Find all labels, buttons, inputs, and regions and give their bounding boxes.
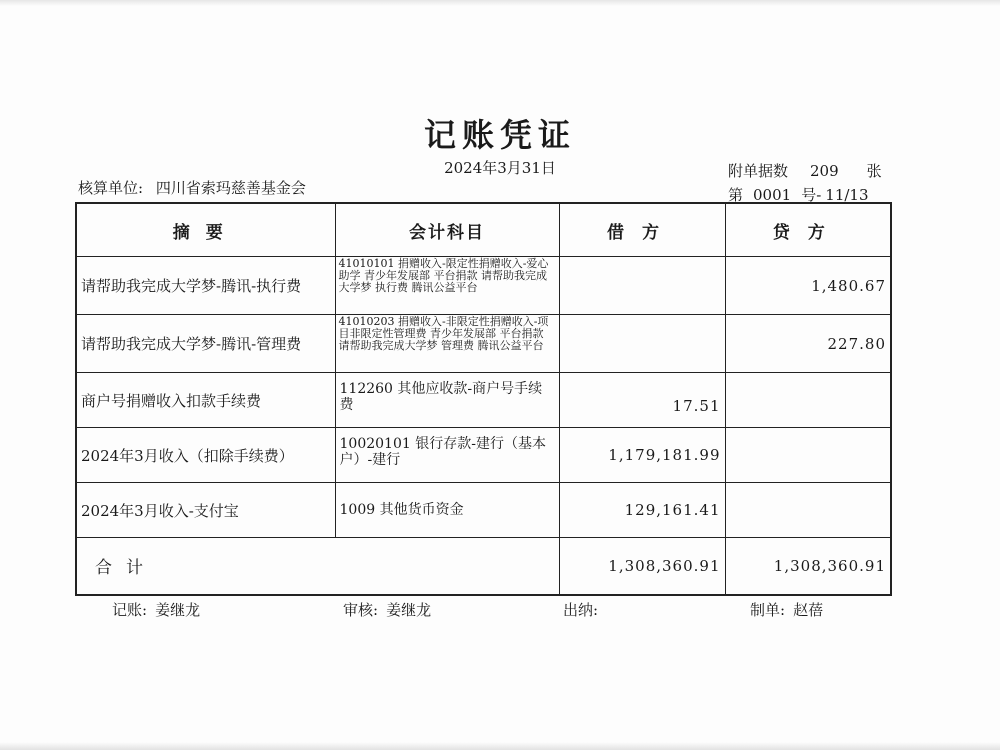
row-credit bbox=[725, 428, 891, 483]
header-summary: 摘要 bbox=[76, 203, 335, 257]
row-debit bbox=[559, 257, 725, 315]
table-row bbox=[76, 428, 891, 483]
table-header-row bbox=[76, 203, 891, 257]
total-debit: 1,308,360.91 bbox=[559, 538, 725, 595]
row-credit: 1,480.67 bbox=[725, 257, 891, 315]
table-row bbox=[76, 373, 891, 428]
document-title: 记账凭证 bbox=[423, 116, 576, 154]
header-account: 会计科目 bbox=[335, 203, 559, 257]
signature-bookkeeper bbox=[112, 599, 200, 620]
scan-edge-top bbox=[0, 0, 1000, 6]
header-credit: 贷方 bbox=[725, 203, 891, 257]
table-row bbox=[76, 257, 891, 315]
row-summary: 请帮助我完成大学梦-腾讯-管理费 bbox=[76, 315, 335, 373]
total-credit: 1,308,360.91 bbox=[725, 538, 891, 595]
row-credit bbox=[725, 373, 891, 428]
row-account: 112260 其他应收款-商户号手续费 bbox=[335, 373, 559, 428]
reviewer-name: 姜继龙 bbox=[386, 601, 432, 619]
voucher-table bbox=[75, 202, 892, 596]
voucher-prefix: 第 bbox=[728, 186, 744, 204]
row-account: 1009 其他货币资金 bbox=[335, 483, 559, 538]
voucher-no: 0001 bbox=[753, 186, 792, 204]
row-debit: 1,179,181.99 bbox=[559, 428, 725, 483]
attachments-count: 209 bbox=[810, 162, 839, 180]
table-row bbox=[76, 315, 891, 373]
total-row bbox=[76, 538, 891, 595]
preparer-name: 赵蓓 bbox=[793, 601, 824, 619]
scan-edge-bottom bbox=[0, 742, 1000, 750]
row-summary: 商户号捐赠收入扣款手续费 bbox=[76, 373, 335, 428]
voucher-date: 2024年3月31日 bbox=[444, 159, 556, 177]
voucher-mid: 号- bbox=[801, 186, 822, 204]
signature-preparer bbox=[750, 599, 823, 620]
attachments-unit: 张 bbox=[866, 162, 882, 180]
bookkeeper-name: 姜继龙 bbox=[155, 601, 201, 619]
accounting-unit bbox=[78, 177, 306, 198]
signature-reviewer bbox=[343, 599, 431, 620]
attachments-info bbox=[728, 160, 882, 181]
row-account: 10020101 银行存款-建行（基本户）-建行 bbox=[335, 428, 559, 483]
reviewer-label: 审核: bbox=[343, 601, 379, 619]
row-debit bbox=[559, 315, 725, 373]
table-row bbox=[76, 483, 891, 538]
row-debit: 129,161.41 bbox=[559, 483, 725, 538]
row-summary: 请帮助我完成大学梦-腾讯-执行费 bbox=[76, 257, 335, 315]
preparer-label: 制单: bbox=[750, 601, 786, 619]
attachments-label: 附单据数 bbox=[728, 162, 789, 180]
header-debit: 借方 bbox=[559, 203, 725, 257]
row-account: 41010203 捐赠收入-非限定性捐赠收入-项目非限定性管理费 青少年发展部 平台捐款 请帮助我完成大学梦 管理费 腾讯公益平台 bbox=[335, 315, 559, 373]
signature-cashier bbox=[563, 599, 606, 620]
row-account: 41010101 捐赠收入-限定性捐赠收入-爱心助学 青少年发展部 平台捐款 请帮助我完成大学梦 执行费 腾讯公益平台 bbox=[335, 257, 559, 315]
row-debit: 17.51 bbox=[559, 373, 725, 428]
voucher-page: 11/13 bbox=[825, 186, 869, 204]
unit-name: 四川省索玛慈善基金会 bbox=[155, 179, 306, 197]
row-credit bbox=[725, 483, 891, 538]
row-summary: 2024年3月收入（扣除手续费） bbox=[76, 428, 335, 483]
bookkeeper-label: 记账: bbox=[112, 601, 148, 619]
cashier-label: 出纳: bbox=[563, 601, 599, 619]
total-label: 合计 bbox=[76, 538, 559, 595]
row-credit: 227.80 bbox=[725, 315, 891, 373]
unit-label: 核算单位: bbox=[78, 179, 144, 197]
row-summary: 2024年3月收入-支付宝 bbox=[76, 483, 335, 538]
